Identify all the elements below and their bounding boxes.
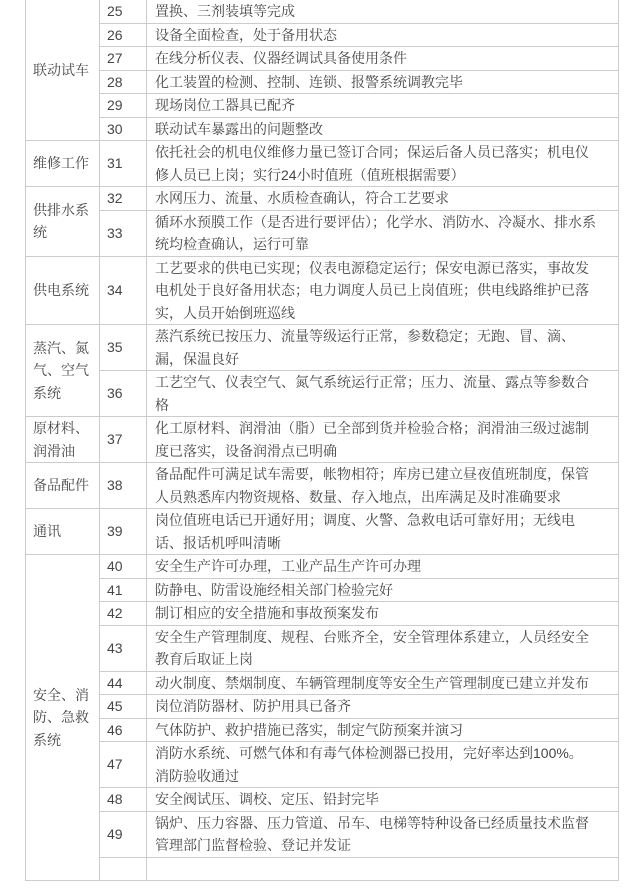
- row-number-cell: 27: [100, 47, 147, 71]
- item-text-cell: 现场岗位工器具已配齐: [147, 94, 619, 118]
- table-row: [26, 187, 619, 211]
- table-row: [26, 695, 619, 719]
- row-number-cell: 28: [100, 70, 147, 94]
- row-number-cell: 38: [100, 463, 147, 509]
- row-number-cell: 44: [100, 671, 147, 695]
- item-text-cell: 锅炉、压力容器、压力管道、吊车、电梯等特种设备已经质量技术监督管理部门监督检验、登记并发证: [147, 811, 619, 857]
- table-row: [26, 0, 619, 23]
- item-text-cell: 消防水系统、可燃气体和有毒气体检测器已投用，完好率达到100%。消防验收通过: [147, 742, 619, 788]
- item-text-cell: 依托社会的机电仪维修力量已签订合同；保运后备人员已落实；机电仪修人员已上岗；实行24小时值班（值班根据需要）: [147, 141, 619, 187]
- item-text-cell: 联动试车暴露出的问题整改: [147, 117, 619, 141]
- item-text-cell: 岗位值班电话已开通好用；调度、火警、急救电话可靠好用；无线电话、报话机呼叫清晰: [147, 509, 619, 555]
- item-text-cell: 化工原材料、润滑油（脂）已全部到货并检验合格；润滑油三级过滤制度已落实，设备润滑点已明确: [147, 417, 619, 463]
- item-text-cell: 蒸汽系统已按压力、流量等级运行正常，参数稳定；无跑、冒、滴、漏，保温良好: [147, 325, 619, 371]
- table-row: [26, 718, 619, 742]
- item-text-cell: 备品配件可满足试车需要，帐物相符；库房已建立昼夜值班制度，保管人员熟悉库内物资规格、数量、存入地点，出库满足及时准确要求: [147, 463, 619, 509]
- table-row: [26, 117, 619, 141]
- row-number-cell: 36: [100, 371, 147, 417]
- table-row: [26, 210, 619, 256]
- category-cell-communications: 通讯: [26, 509, 100, 555]
- table-row: [26, 555, 619, 579]
- table-row: [26, 94, 619, 118]
- row-number-cell: 42: [100, 602, 147, 626]
- row-number-cell: 45: [100, 695, 147, 719]
- row-number-cell: 43: [100, 625, 147, 671]
- table-row: [26, 671, 619, 695]
- item-text-cell: [147, 857, 619, 880]
- item-text-cell: 制订相应的安全措施和事故预案发布: [147, 602, 619, 626]
- row-number-cell: 34: [100, 256, 147, 325]
- row-number-cell: 48: [100, 788, 147, 812]
- table-row: [26, 371, 619, 417]
- row-number-cell: 47: [100, 742, 147, 788]
- table-row: [26, 141, 619, 187]
- item-text-cell: 工艺要求的供电已实现；仪表电源稳定运行；保安电源已落实，事故发电机处于良好备用状态；电力调度人员已上岗值班；供电线路维护已落实，人员开始倒班巡线: [147, 256, 619, 325]
- row-number-cell: 25: [100, 0, 147, 23]
- table-row: [26, 70, 619, 94]
- item-text-cell: 岗位消防器材、防护用具已备齐: [147, 695, 619, 719]
- table-row: [26, 625, 619, 671]
- table-row: [26, 463, 619, 509]
- category-cell-water-supply-drainage: 供排水系统: [26, 187, 100, 257]
- category-cell-safety-fire-emergency: 安全、消防、急救系统: [26, 555, 100, 881]
- table-row: [26, 47, 619, 71]
- row-number-cell: 33: [100, 210, 147, 256]
- item-text-cell: 水网压力、流量、水质检查确认，符合工艺要求: [147, 187, 619, 211]
- row-number-cell: [100, 857, 147, 880]
- table-row: [26, 578, 619, 602]
- item-text-cell: 动火制度、禁烟制度、车辆管理制度等安全生产管理制度已建立并发布: [147, 671, 619, 695]
- row-number-cell: 26: [100, 23, 147, 47]
- table-row: [26, 811, 619, 857]
- category-cell-power-supply: 供电系统: [26, 256, 100, 325]
- item-text-cell: 安全生产许可办理，工业产品生产许可办理: [147, 555, 619, 579]
- row-number-cell: 40: [100, 555, 147, 579]
- row-number-cell: 39: [100, 509, 147, 555]
- item-text-cell: 安全阀试压、调校、定压、铅封完毕: [147, 788, 619, 812]
- row-number-cell: 32: [100, 187, 147, 211]
- item-text-cell: 在线分析仪表、仪器经调试具备使用条件: [147, 47, 619, 71]
- category-cell-linkage-test-run: 联动试车: [26, 0, 100, 141]
- table-row: [26, 417, 619, 463]
- row-number-cell: 41: [100, 578, 147, 602]
- item-text-cell: 防静电、防雷设施经相关部门检验完好: [147, 578, 619, 602]
- item-text-cell: 设备全面检查，处于备用状态: [147, 23, 619, 47]
- table-row: [26, 788, 619, 812]
- commissioning-checklist-table: [25, 0, 619, 881]
- row-number-cell: 30: [100, 117, 147, 141]
- row-number-cell: 37: [100, 417, 147, 463]
- table-row: [26, 325, 619, 371]
- table-row: [26, 256, 619, 325]
- item-text-cell: 工艺空气、仪表空气、氮气系统运行正常；压力、流量、露点等参数合格: [147, 371, 619, 417]
- category-cell-raw-materials-lubricants: 原材料、润滑油: [26, 417, 100, 463]
- item-text-cell: 循环水预膜工作（是否进行要评估）；化学水、消防水、冷凝水、排水系统均检查确认，运行可靠: [147, 210, 619, 256]
- table-row: [26, 23, 619, 47]
- row-number-cell: 29: [100, 94, 147, 118]
- category-cell-maintenance-work: 维修工作: [26, 141, 100, 187]
- item-text-cell: 置换、三剂装填等完成: [147, 0, 619, 23]
- table-row: [26, 509, 619, 555]
- row-number-cell: 46: [100, 718, 147, 742]
- category-cell-spare-parts: 备品配件: [26, 463, 100, 509]
- row-number-cell: 35: [100, 325, 147, 371]
- row-number-cell: 31: [100, 141, 147, 187]
- table-row-empty: [26, 857, 619, 880]
- item-text-cell: 气体防护、救护措施已落实，制定气防预案并演习: [147, 718, 619, 742]
- category-cell-steam-nitrogen-air: 蒸汽、氮气、空气系统: [26, 325, 100, 417]
- item-text-cell: 安全生产管理制度、规程、台账齐全，安全管理体系建立，人员经安全教育后取证上岗: [147, 625, 619, 671]
- row-number-cell: 49: [100, 811, 147, 857]
- table-row: [26, 742, 619, 788]
- table-row: [26, 602, 619, 626]
- item-text-cell: 化工装置的检测、控制、连锁、报警系统调教完毕: [147, 70, 619, 94]
